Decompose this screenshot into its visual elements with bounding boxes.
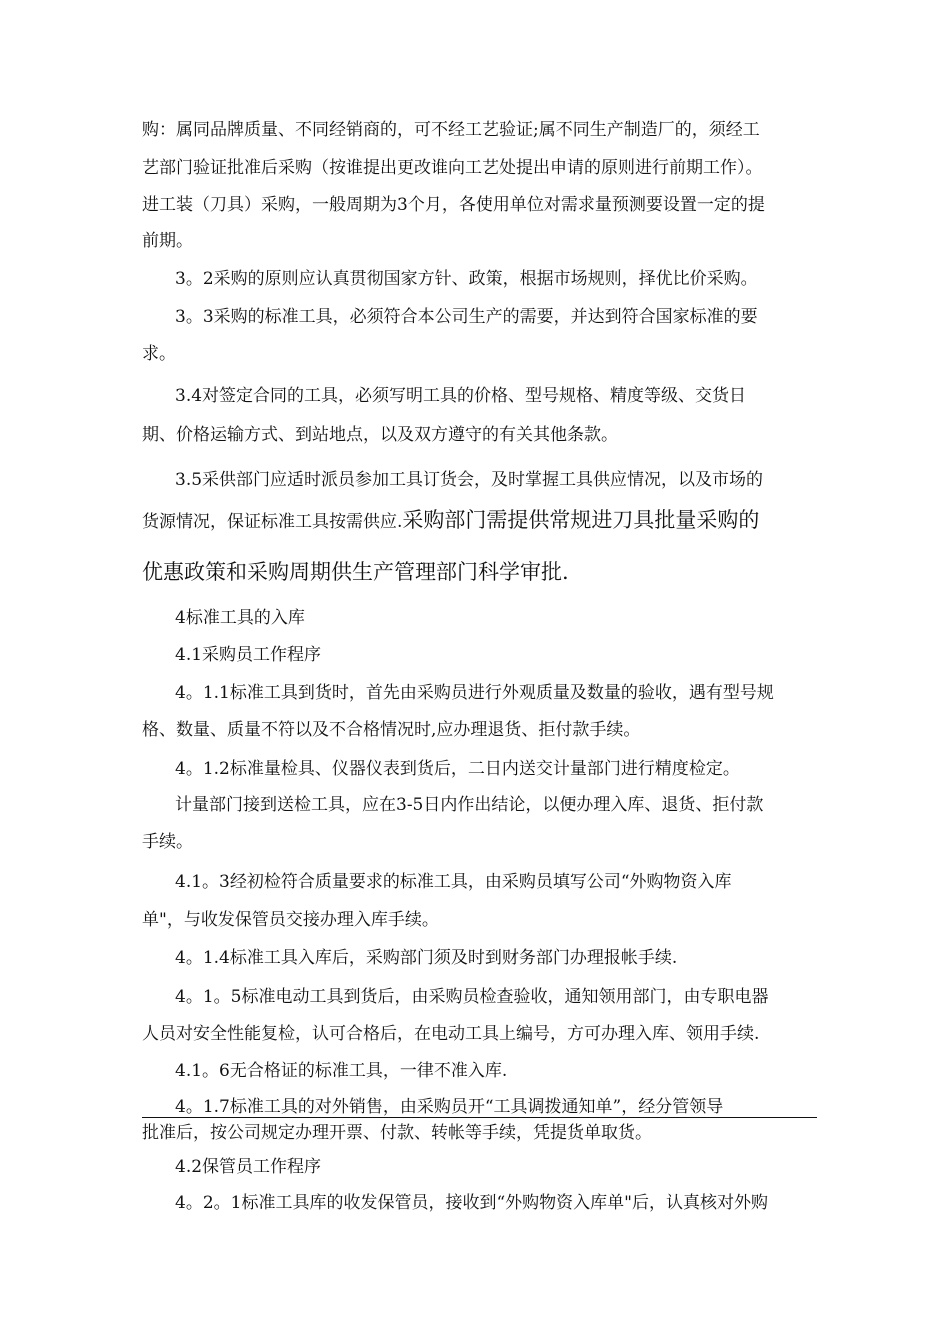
text-line: 4.1。3经初检符合质量要求的标准工具，由采购员填写公司“外购物资入库 [175, 872, 732, 892]
section-heading: 4标准工具的入库 [175, 608, 305, 628]
text-line: 人员对安全性能复检，认可合格后，在电动工具上编号，方可办理入库、领用手续. [142, 1024, 760, 1044]
subsection-heading: 4.2保管员工作程序 [175, 1157, 322, 1177]
text-line: 前期。 [142, 231, 193, 251]
text-line: 批准后，按公司规定办理开票、付款、转帐等手续，凭提货单取货。 [142, 1123, 652, 1143]
text-line: 4。2。1标准工具库的收发保管员，接收到“外购物资入库单"后，认真核对外购 [175, 1193, 768, 1213]
text-line: 格、数量、质量不符以及不合格情况时,应办理退货、拒付款手续。 [142, 720, 641, 740]
horizontal-rule [142, 1117, 817, 1118]
text-line: 手续。 [142, 832, 193, 852]
text-line: 3.5采供部门应适时派员参加工具订货会，及时掌握工具供应情况，以及市场的 [175, 470, 764, 490]
subsection-heading: 4.1采购员工作程序 [175, 645, 322, 665]
text-line: 4。1.2标准量检具、仪器仪表到货后，二日内送交计量部门进行精度检定。 [175, 759, 740, 779]
text-line: 期、价格运输方式、到站地点，以及双方遵守的有关其他条款。 [142, 425, 618, 445]
text-line: 3.4对签定合同的工具，必须写明工具的价格、型号规格、精度等级、交货日 [175, 386, 747, 406]
text-line: 艺部门验证批准后采购（按谁提出更改谁向工艺处提出申请的原则进行前期工作）。 [142, 158, 763, 178]
text-line: 购：属同品牌质量、不同经销商的，可不经工艺验证;属不同生产制造厂的，须经工 [142, 120, 760, 140]
text-segment-large: 采购部门需提供常规进刀具批量采购的 [402, 508, 760, 532]
text-line: 求。 [142, 344, 176, 364]
text-line: 进工装（刀具）采购，一般周期为3个月，各使用单位对需求量预测要设置一定的提 [142, 195, 765, 215]
text-line: 单"，与收发保管员交接办理入库手续。 [142, 910, 439, 930]
text-line: 计量部门接到送检工具，应在3-5日内作出结论，以便办理入库、退货、拒付款 [175, 795, 764, 815]
text-line: 4。1。5标准电动工具到货后，由采购员检查验收，通知领用部门，由专职电器 [175, 987, 769, 1007]
text-line: 4。1.4标准工具入库后，采购部门须及时到财务部门办理报帐手续. [175, 948, 678, 968]
text-line: 3。3采购的标准工具，必须符合本公司生产的需要，并达到符合国家标准的要 [175, 307, 758, 327]
text-segment: 货源情况，保证标准工具按需供应. [142, 512, 403, 532]
text-line: 4。1.7标准工具的对外销售，由采购员开“工具调拨通知单”，经分管领导 [175, 1097, 724, 1117]
text-line: 4。1.1标准工具到货时，首先由采购员进行外观质量及数量的验收，遇有型号规 [175, 683, 774, 703]
text-line: 4.1。6无合格证的标准工具，一律不准入库. [175, 1061, 508, 1081]
text-line [142, 508, 930, 534]
text-line: 3。2采购的原则应认真贯彻国家方针、政策，根据市场规则，择优比价采购。 [175, 269, 758, 289]
text-line: 优惠政策和采购周期供生产管理部门科学审批. [142, 560, 569, 584]
